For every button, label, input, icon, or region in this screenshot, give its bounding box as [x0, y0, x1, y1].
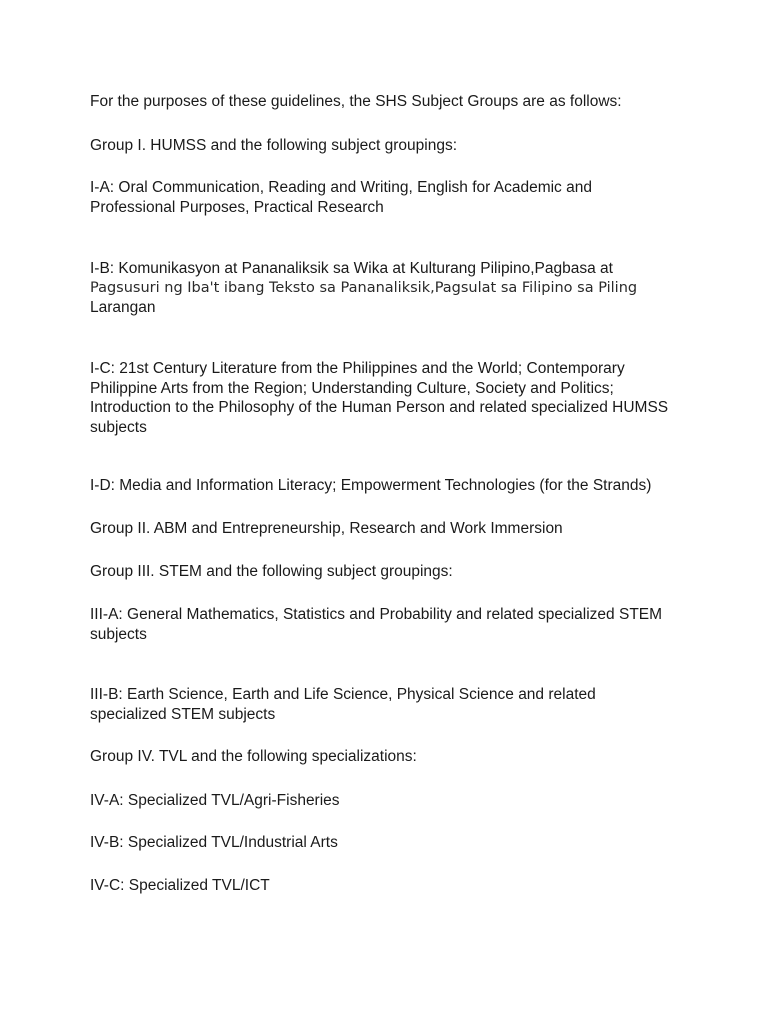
- group-3-heading: [90, 562, 730, 582]
- group-i-b-line-3: Larangan: [90, 299, 156, 316]
- group-4-heading: [90, 747, 730, 767]
- group-i-a-line-2: Professional Purposes, Practical Research: [90, 198, 384, 216]
- intro-paragraph: [90, 92, 730, 112]
- group-iii-b-line-1: III-B: Earth Science, Earth and Life Science, Physical Science and related: [90, 686, 596, 703]
- group-i-b-line-2: Pagsusuri ng Iba't ibang Teksto sa Pananaliksik,Pagsulat sa Filipino sa Piling: [90, 279, 638, 296]
- group-iii-b-paragraph: [90, 685, 730, 724]
- group-iv-c-paragraph: [90, 876, 730, 896]
- intro-text: For the purposes of these guidelines, the SHS Subject Groups are as follows:: [90, 93, 622, 110]
- group-1-heading: [90, 136, 730, 156]
- group-i-a-line-1: I-A: Oral Communication, Reading and Writing, English for Academic and: [90, 179, 592, 196]
- group-3-text: Group III. STEM and the following subject groupings:: [90, 563, 453, 580]
- group-iii-a-paragraph: [90, 605, 730, 644]
- group-i-c-line-4: subjects: [90, 418, 147, 436]
- group-1-text: Group I. HUMSS and the following subject groupings:: [90, 137, 458, 154]
- group-i-d-paragraph: [90, 476, 730, 496]
- group-i-b-line-1: I-B: Komunikasyon at Pananaliksik sa Wika at Kulturang Pilipino,Pagbasa at: [90, 260, 613, 277]
- group-i-c-line-1: I-C: 21st Century Literature from the Philippines and the World; Contemporary: [90, 360, 625, 377]
- group-iii-a-line-2: subjects: [90, 625, 147, 643]
- group-i-c-line-2: Philippine Arts from the Region; Understanding Culture, Society and Politics;: [90, 379, 614, 397]
- group-2-text: Group II. ABM and Entrepreneurship, Research and Work Immersion: [90, 520, 563, 537]
- group-iii-a-line-1: III-A: General Mathematics, Statistics and Probability and related specialized STEM: [90, 606, 663, 623]
- group-iii-b-line-2: specialized STEM subjects: [90, 705, 276, 723]
- group-iv-b-paragraph: [90, 833, 730, 853]
- group-iv-c-text: IV-C: Specialized TVL/ICT: [90, 877, 270, 894]
- group-i-c-paragraph: [90, 359, 730, 437]
- group-2-heading: [90, 519, 730, 539]
- group-i-d-text: I-D: Media and Information Literacy; Empowerment Technologies (for the Strands): [90, 477, 652, 494]
- group-iv-b-text: IV-B: Specialized TVL/Industrial Arts: [90, 834, 338, 851]
- group-i-c-line-3: Introduction to the Philosophy of the Human Person and related specialized HUMSS: [90, 399, 669, 416]
- group-4-text: Group IV. TVL and the following specializations:: [90, 748, 417, 765]
- group-iv-a-paragraph: [90, 791, 730, 811]
- group-iv-a-text: IV-A: Specialized TVL/Agri-Fisheries: [90, 792, 340, 809]
- group-i-b-paragraph: [90, 259, 730, 318]
- group-i-a-paragraph: [90, 178, 730, 217]
